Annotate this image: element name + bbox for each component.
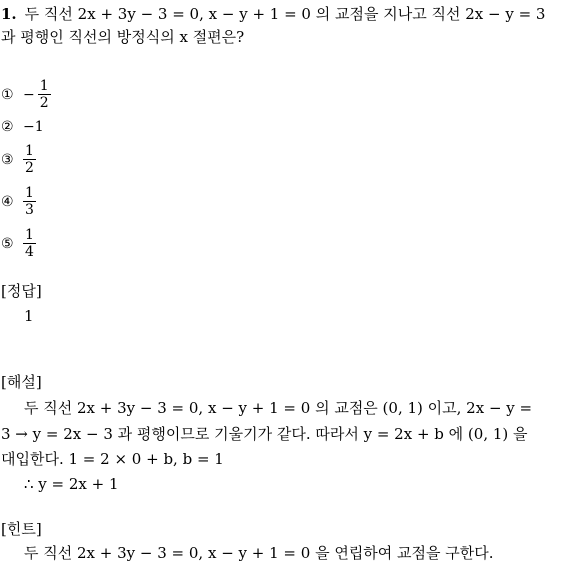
question-text-1: 두 직선 2x + 3y − 3 = 0, x − y + 1 = 0 의 교점을 지나고 직선 2x − y = 3 — [24, 5, 546, 23]
choice-fraction — [23, 227, 36, 260]
explanation-line-1: 두 직선 2x + 3y − 3 = 0, x − y + 1 = 0 의 교점은 (0, 1) 이고, 2x − y = — [24, 399, 533, 417]
explanation-line-3: 대입한다. 1 = 2 × 0 + b, b = 1 — [1, 450, 224, 468]
fraction-denominator: 2 — [39, 95, 49, 111]
fraction-denominator: 3 — [25, 202, 34, 218]
fraction-denominator: 2 — [25, 160, 34, 176]
answer-value: 1 — [24, 307, 34, 325]
choice-fraction — [23, 185, 36, 218]
hint-line-1: 두 직선 2x + 3y − 3 = 0, x − y + 1 = 0 을 연립하여 교점을 구한다. — [24, 544, 494, 562]
fraction-denominator: 4 — [25, 244, 34, 260]
choice-marker: ③ — [1, 151, 14, 168]
choice-marker: ④ — [1, 193, 14, 210]
answer-label: [정답] — [1, 282, 42, 300]
question-number: 1. — [1, 5, 17, 23]
explanation-line-2: 3 → y = 2x − 3 과 평행이므로 기울기가 같다. 따라서 y = 2x + b 에 (0, 1) 을 — [1, 425, 528, 443]
question-line-1 — [1, 4, 545, 24]
choice-sign: − — [23, 86, 35, 103]
hint-label: [힌트] — [1, 520, 42, 538]
choice-4[interactable] — [1, 185, 36, 218]
choice-1[interactable] — [1, 78, 51, 111]
fraction-numerator: 1 — [39, 78, 49, 94]
fraction-numerator: 1 — [25, 227, 34, 243]
choice-fraction — [23, 143, 36, 176]
explanation-line-4: ∴ y = 2x + 1 — [24, 475, 119, 493]
fraction-numerator: 1 — [25, 143, 34, 159]
question-line-2 — [1, 27, 244, 47]
choice-value: −1 — [23, 119, 44, 135]
choice-fraction — [38, 78, 51, 111]
choice-5[interactable] — [1, 227, 36, 260]
fraction-numerator: 1 — [25, 185, 34, 201]
explanation-label: [해설] — [1, 373, 42, 391]
choice-3[interactable] — [1, 143, 36, 176]
choice-2[interactable] — [1, 117, 44, 137]
question-text-2: 과 평행인 직선의 방정식의 x 절편은? — [1, 28, 245, 46]
choice-marker: ⑤ — [1, 235, 14, 252]
choice-marker: ① — [1, 86, 14, 103]
choice-marker: ② — [1, 119, 14, 135]
